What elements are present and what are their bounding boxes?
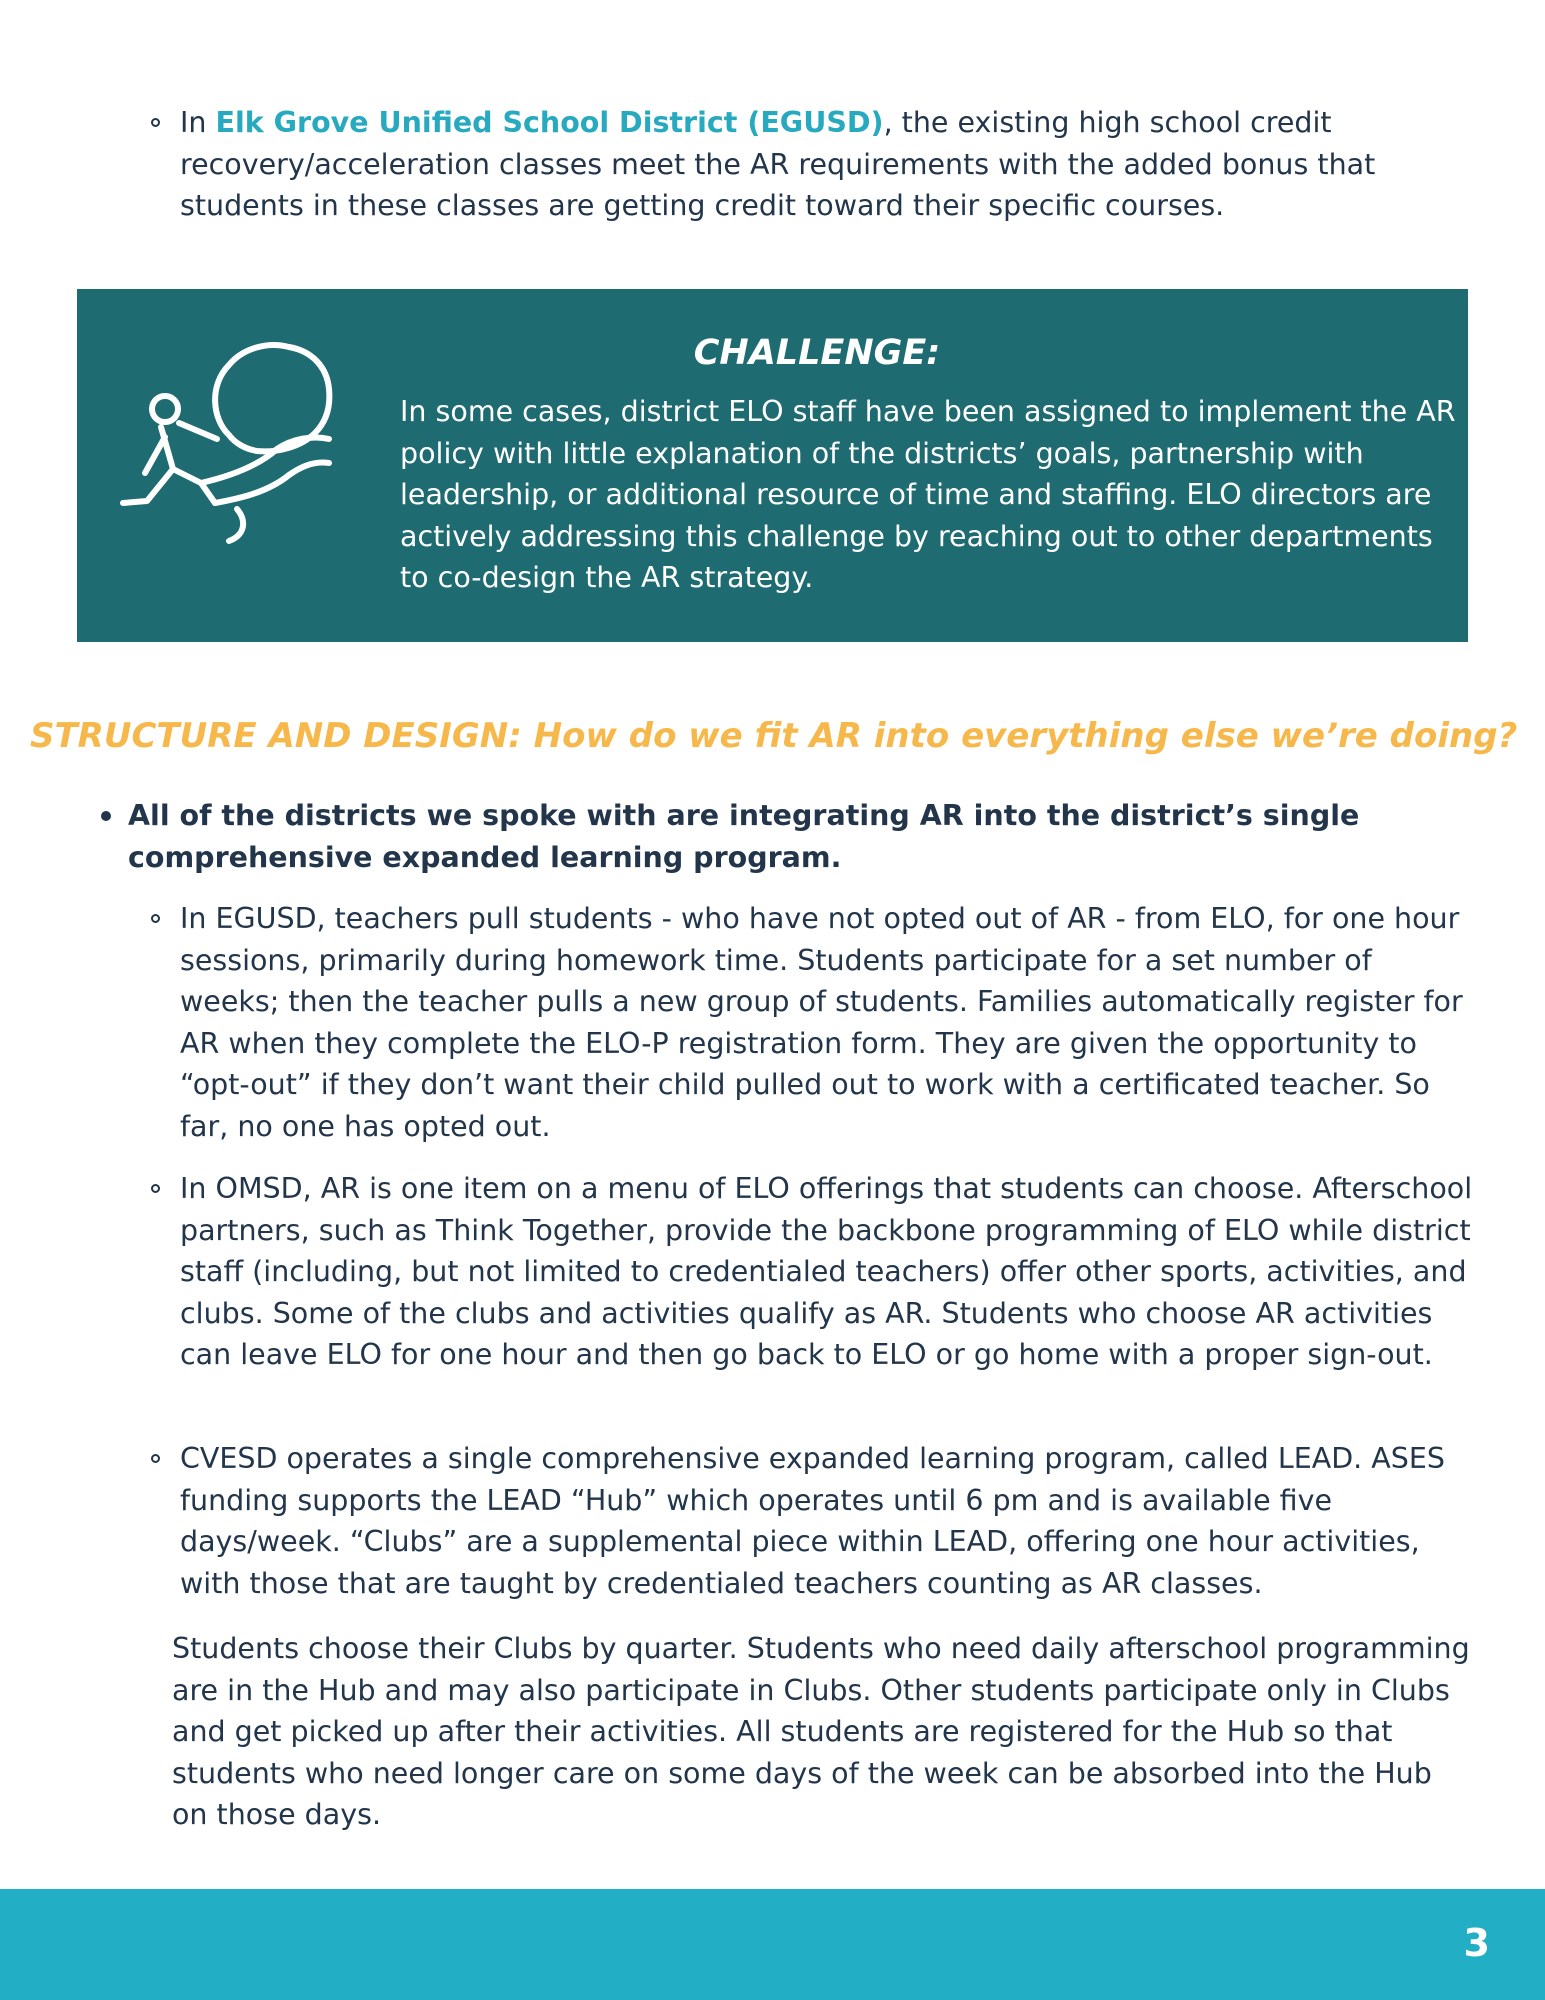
intro-suffix: , the existing high school credit recovery/acceleration classes meet the AR requirements with the added bonus that students in these classes are getting credit toward their specific courses. xyxy=(180,106,1376,222)
sub-item-text: CVESD operates a single comprehensive expanded learning program, called LEAD. ASES funding supports the LEAD “Hub” which operates until 6 pm and is available five days/week. “Clubs” are a supplemental piece within LEAD, offering one hour activities, with those that are taught by credentialed teachers counting as AR classes. xyxy=(180,1442,1445,1600)
main-list-item xyxy=(128,795,1428,878)
page-number: 3 xyxy=(1463,1921,1490,1965)
sub-item-text: In EGUSD, teachers pull students - who have not opted out of AR - from ELO, for one hour sessions, primarily during homework time. Students participate for a set number of weeks; then the teacher pulls a new group of students. Families automatically register for AR when they complete the ELO-P registration form. They are given the opportunity to “opt-out” if they don’t want their child pulled out to work with a certificated teacher. So far, no one has opted out. xyxy=(180,902,1463,1143)
challenge-text: In some cases, district ELO staff have been assigned to implement the AR policy with little explanation of the districts’ goals, partnership with leadership, or additional resource of time and staffing. ELO directors are actively addressing this challenge by reaching out to other departments to co-design the AR strategy. xyxy=(400,395,1456,594)
main-bullet-text: All of the districts we spoke with are integrating AR into the district’s single comprehensive expanded learning program. xyxy=(128,799,1360,874)
challenge-callout xyxy=(77,289,1468,642)
sub-list-item-cvesd xyxy=(180,1438,1480,1604)
filled-bullet-icon xyxy=(101,811,111,821)
hollow-bullet-icon xyxy=(151,914,160,923)
person-pushing-boulder-icon xyxy=(117,327,397,547)
section-heading: STRUCTURE AND DESIGN: How do we fit AR into everything else we’re doing? xyxy=(30,716,1518,756)
egusd-link[interactable]: Elk Grove Unified School District (EGUSD) xyxy=(215,106,884,139)
intro-prefix: In xyxy=(180,106,216,139)
hollow-bullet-icon xyxy=(151,118,160,127)
clubs-paragraph: Students choose their Clubs by quarter. Students who need daily afterschool programming are in the Hub and may also participate in Clubs. Other students participate only in Clubs and get picked up after their activities. All students are registered for the Hub so that students who need longer care on some days of the week can be absorbed into the Hub on those days. xyxy=(172,1632,1470,1831)
hollow-bullet-icon xyxy=(151,1184,160,1193)
sub-list-item-egusd xyxy=(180,898,1480,1147)
challenge-title: CHALLENGE: xyxy=(693,333,941,373)
sub-list-item-omsd xyxy=(180,1168,1480,1376)
intro-list-item xyxy=(180,102,1480,227)
hollow-bullet-icon xyxy=(151,1454,160,1463)
footer-bar xyxy=(0,1889,1545,2000)
sub-item-text: In OMSD, AR is one item on a menu of ELO offerings that students can choose. Afterschool partners, such as Think Together, provide the backbone programming of ELO while district staff (including, but not limited to credentialed teachers) offer other sports, activities, and clubs. Some of the clubs and activities qualify as AR. Students who choose AR activities can leave ELO for one hour and then go back to ELO or go home with a proper sign-out. xyxy=(180,1172,1473,1371)
